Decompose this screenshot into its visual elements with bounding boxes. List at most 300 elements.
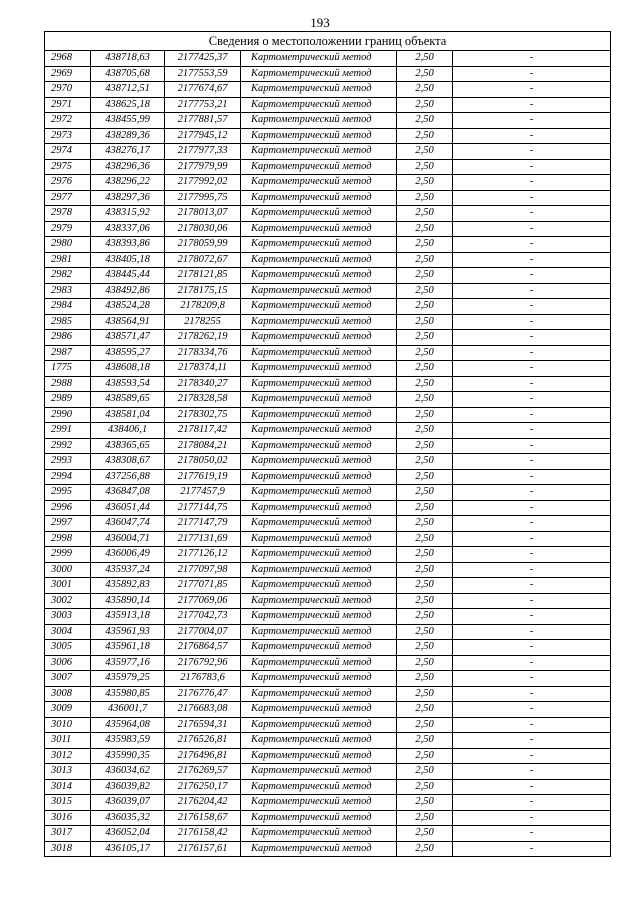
description-cell: - <box>453 407 611 423</box>
table-row <box>45 407 611 423</box>
table-row <box>45 717 611 733</box>
point-number-cell: 3005 <box>45 640 91 656</box>
method-cell: Картометрический метод <box>241 252 397 268</box>
table-row <box>45 175 611 191</box>
table-row <box>45 810 611 826</box>
accuracy-cell: 2,50 <box>397 593 453 609</box>
description-cell: - <box>453 221 611 237</box>
description-cell: - <box>453 190 611 206</box>
description-cell: - <box>453 144 611 160</box>
point-number-cell: 2983 <box>45 283 91 299</box>
point-number-cell: 2982 <box>45 268 91 284</box>
y-coordinate-cell: 2177042,73 <box>165 609 241 625</box>
method-cell: Картометрический метод <box>241 268 397 284</box>
accuracy-cell: 2,50 <box>397 113 453 129</box>
method-cell: Картометрический метод <box>241 97 397 113</box>
x-coordinate-cell: 438296,36 <box>91 159 165 175</box>
method-cell: Картометрический метод <box>241 717 397 733</box>
point-number-cell: 2968 <box>45 51 91 67</box>
table-row <box>45 702 611 718</box>
point-number-cell: 3001 <box>45 578 91 594</box>
method-cell: Картометрический метод <box>241 547 397 563</box>
accuracy-cell: 2,50 <box>397 159 453 175</box>
point-number-cell: 2986 <box>45 330 91 346</box>
description-cell: - <box>453 392 611 408</box>
description-cell: - <box>453 593 611 609</box>
x-coordinate-cell: 438315,92 <box>91 206 165 222</box>
table-row <box>45 82 611 98</box>
table-row <box>45 469 611 485</box>
description-cell: - <box>453 345 611 361</box>
y-coordinate-cell: 2177126,12 <box>165 547 241 563</box>
point-number-cell: 3012 <box>45 748 91 764</box>
table-row <box>45 795 611 811</box>
x-coordinate-cell: 435890,14 <box>91 593 165 609</box>
table-row <box>45 237 611 253</box>
table-row <box>45 144 611 160</box>
y-coordinate-cell: 2176864,57 <box>165 640 241 656</box>
description-cell: - <box>453 268 611 284</box>
table-row <box>45 66 611 82</box>
table-body <box>45 51 611 857</box>
point-number-cell: 2975 <box>45 159 91 175</box>
accuracy-cell: 2,50 <box>397 82 453 98</box>
x-coordinate-cell: 436004,71 <box>91 531 165 547</box>
table-row <box>45 547 611 563</box>
y-coordinate-cell: 2176776,47 <box>165 686 241 702</box>
y-coordinate-cell: 2178013,07 <box>165 206 241 222</box>
point-number-cell: 2999 <box>45 547 91 563</box>
y-coordinate-cell: 2176526,81 <box>165 733 241 749</box>
accuracy-cell: 2,50 <box>397 128 453 144</box>
accuracy-cell: 2,50 <box>397 841 453 857</box>
description-cell: - <box>453 702 611 718</box>
y-coordinate-cell: 2177069,06 <box>165 593 241 609</box>
y-coordinate-cell: 2176204,42 <box>165 795 241 811</box>
point-number-cell: 2994 <box>45 469 91 485</box>
y-coordinate-cell: 2176496,81 <box>165 748 241 764</box>
table-row <box>45 330 611 346</box>
table-row <box>45 671 611 687</box>
x-coordinate-cell: 435913,18 <box>91 609 165 625</box>
method-cell: Картометрический метод <box>241 841 397 857</box>
y-coordinate-cell: 2178072,67 <box>165 252 241 268</box>
accuracy-cell: 2,50 <box>397 144 453 160</box>
method-cell: Картометрический метод <box>241 392 397 408</box>
x-coordinate-cell: 438405,18 <box>91 252 165 268</box>
y-coordinate-cell: 2178030,06 <box>165 221 241 237</box>
accuracy-cell: 2,50 <box>397 547 453 563</box>
description-cell: - <box>453 500 611 516</box>
table-row <box>45 51 611 67</box>
point-number-cell: 2976 <box>45 175 91 191</box>
x-coordinate-cell: 435990,35 <box>91 748 165 764</box>
method-cell: Картометрический метод <box>241 361 397 377</box>
method-cell: Картометрический метод <box>241 423 397 439</box>
x-coordinate-cell: 436039,07 <box>91 795 165 811</box>
description-cell: - <box>453 686 611 702</box>
y-coordinate-cell: 2177945,12 <box>165 128 241 144</box>
x-coordinate-cell: 435961,93 <box>91 624 165 640</box>
point-number-cell: 2988 <box>45 376 91 392</box>
method-cell: Картометрический метод <box>241 686 397 702</box>
point-number-cell: 3010 <box>45 717 91 733</box>
table-row <box>45 268 611 284</box>
method-cell: Картометрический метод <box>241 764 397 780</box>
method-cell: Картометрический метод <box>241 624 397 640</box>
x-coordinate-cell: 436006,49 <box>91 547 165 563</box>
description-cell: - <box>453 547 611 563</box>
description-cell: - <box>453 159 611 175</box>
x-coordinate-cell: 435964,08 <box>91 717 165 733</box>
table-row <box>45 221 611 237</box>
point-number-cell: 2993 <box>45 454 91 470</box>
x-coordinate-cell: 436001,7 <box>91 702 165 718</box>
point-number-cell: 2998 <box>45 531 91 547</box>
method-cell: Картометрический метод <box>241 376 397 392</box>
x-coordinate-cell: 438571,47 <box>91 330 165 346</box>
x-coordinate-cell: 436847,08 <box>91 485 165 501</box>
method-cell: Картометрический метод <box>241 330 397 346</box>
accuracy-cell: 2,50 <box>397 748 453 764</box>
accuracy-cell: 2,50 <box>397 531 453 547</box>
accuracy-cell: 2,50 <box>397 299 453 315</box>
x-coordinate-cell: 435961,18 <box>91 640 165 656</box>
description-cell: - <box>453 779 611 795</box>
accuracy-cell: 2,50 <box>397 454 453 470</box>
method-cell: Картометрический метод <box>241 175 397 191</box>
table-row <box>45 206 611 222</box>
x-coordinate-cell: 436051,44 <box>91 500 165 516</box>
description-cell: - <box>453 128 611 144</box>
x-coordinate-cell: 438455,99 <box>91 113 165 129</box>
y-coordinate-cell: 2176683,08 <box>165 702 241 718</box>
method-cell: Картометрический метод <box>241 655 397 671</box>
method-cell: Картометрический метод <box>241 144 397 160</box>
accuracy-cell: 2,50 <box>397 609 453 625</box>
point-number-cell: 3018 <box>45 841 91 857</box>
table-row <box>45 733 611 749</box>
description-cell: - <box>453 423 611 439</box>
description-cell: - <box>453 624 611 640</box>
y-coordinate-cell: 2177004,07 <box>165 624 241 640</box>
method-cell: Картометрический метод <box>241 314 397 330</box>
y-coordinate-cell: 2177144,75 <box>165 500 241 516</box>
description-cell: - <box>453 175 611 191</box>
y-coordinate-cell: 2177674,67 <box>165 82 241 98</box>
point-number-cell: 2987 <box>45 345 91 361</box>
description-cell: - <box>453 252 611 268</box>
y-coordinate-cell: 2178340,27 <box>165 376 241 392</box>
description-cell: - <box>453 795 611 811</box>
accuracy-cell: 2,50 <box>397 516 453 532</box>
method-cell: Картометрический метод <box>241 407 397 423</box>
x-coordinate-cell: 438625,18 <box>91 97 165 113</box>
description-cell: - <box>453 733 611 749</box>
accuracy-cell: 2,50 <box>397 175 453 191</box>
point-number-cell: 2984 <box>45 299 91 315</box>
description-cell: - <box>453 655 611 671</box>
method-cell: Картометрический метод <box>241 609 397 625</box>
method-cell: Картометрический метод <box>241 516 397 532</box>
x-coordinate-cell: 436052,04 <box>91 826 165 842</box>
accuracy-cell: 2,50 <box>397 66 453 82</box>
table-row <box>45 624 611 640</box>
method-cell: Картометрический метод <box>241 438 397 454</box>
method-cell: Картометрический метод <box>241 221 397 237</box>
accuracy-cell: 2,50 <box>397 779 453 795</box>
y-coordinate-cell: 2176783,6 <box>165 671 241 687</box>
y-coordinate-cell: 2176792,96 <box>165 655 241 671</box>
accuracy-cell: 2,50 <box>397 624 453 640</box>
accuracy-cell: 2,50 <box>397 562 453 578</box>
y-coordinate-cell: 2178175,15 <box>165 283 241 299</box>
point-number-cell: 3017 <box>45 826 91 842</box>
description-cell: - <box>453 516 611 532</box>
description-cell: - <box>453 578 611 594</box>
x-coordinate-cell: 438308,67 <box>91 454 165 470</box>
table-row <box>45 485 611 501</box>
accuracy-cell: 2,50 <box>397 469 453 485</box>
description-cell: - <box>453 361 611 377</box>
description-cell: - <box>453 609 611 625</box>
point-number-cell: 2981 <box>45 252 91 268</box>
method-cell: Картометрический метод <box>241 345 397 361</box>
accuracy-cell: 2,50 <box>397 392 453 408</box>
y-coordinate-cell: 2178334,76 <box>165 345 241 361</box>
point-number-cell: 3016 <box>45 810 91 826</box>
x-coordinate-cell: 438581,04 <box>91 407 165 423</box>
y-coordinate-cell: 2178302,75 <box>165 407 241 423</box>
description-cell: - <box>453 97 611 113</box>
method-cell: Картометрический метод <box>241 485 397 501</box>
table-row <box>45 748 611 764</box>
accuracy-cell: 2,50 <box>397 578 453 594</box>
accuracy-cell: 2,50 <box>397 826 453 842</box>
point-number-cell: 2974 <box>45 144 91 160</box>
accuracy-cell: 2,50 <box>397 702 453 718</box>
point-number-cell: 3002 <box>45 593 91 609</box>
point-number-cell: 3009 <box>45 702 91 718</box>
accuracy-cell: 2,50 <box>397 640 453 656</box>
y-coordinate-cell: 2177131,69 <box>165 531 241 547</box>
y-coordinate-cell: 2178209,8 <box>165 299 241 315</box>
point-number-cell: 2989 <box>45 392 91 408</box>
description-cell: - <box>453 841 611 857</box>
method-cell: Картометрический метод <box>241 66 397 82</box>
table-row <box>45 686 611 702</box>
description-cell: - <box>453 330 611 346</box>
table-row <box>45 252 611 268</box>
method-cell: Картометрический метод <box>241 51 397 67</box>
x-coordinate-cell: 438492,86 <box>91 283 165 299</box>
x-coordinate-cell: 437256,88 <box>91 469 165 485</box>
accuracy-cell: 2,50 <box>397 345 453 361</box>
table-row <box>45 655 611 671</box>
accuracy-cell: 2,50 <box>397 733 453 749</box>
accuracy-cell: 2,50 <box>397 686 453 702</box>
accuracy-cell: 2,50 <box>397 407 453 423</box>
x-coordinate-cell: 435980,85 <box>91 686 165 702</box>
description-cell: - <box>453 764 611 780</box>
description-cell: - <box>453 237 611 253</box>
accuracy-cell: 2,50 <box>397 268 453 284</box>
table-row <box>45 640 611 656</box>
method-cell: Картометрический метод <box>241 531 397 547</box>
method-cell: Картометрический метод <box>241 671 397 687</box>
y-coordinate-cell: 2177995,75 <box>165 190 241 206</box>
x-coordinate-cell: 438589,65 <box>91 392 165 408</box>
page-number: 193 <box>310 15 330 30</box>
point-number-cell: 2980 <box>45 237 91 253</box>
accuracy-cell: 2,50 <box>397 190 453 206</box>
accuracy-cell: 2,50 <box>397 795 453 811</box>
accuracy-cell: 2,50 <box>397 717 453 733</box>
y-coordinate-cell: 2178121,85 <box>165 268 241 284</box>
method-cell: Картометрический метод <box>241 733 397 749</box>
point-number-cell: 3015 <box>45 795 91 811</box>
y-coordinate-cell: 2177977,33 <box>165 144 241 160</box>
method-cell: Картометрический метод <box>241 779 397 795</box>
method-cell: Картометрический метод <box>241 454 397 470</box>
method-cell: Картометрический метод <box>241 206 397 222</box>
description-cell: - <box>453 82 611 98</box>
accuracy-cell: 2,50 <box>397 671 453 687</box>
point-number-cell: 2972 <box>45 113 91 129</box>
description-cell: - <box>453 717 611 733</box>
accuracy-cell: 2,50 <box>397 500 453 516</box>
y-coordinate-cell: 2178374,11 <box>165 361 241 377</box>
point-number-cell: 3008 <box>45 686 91 702</box>
y-coordinate-cell: 2177881,57 <box>165 113 241 129</box>
description-cell: - <box>453 562 611 578</box>
table-row <box>45 609 611 625</box>
point-number-cell: 2985 <box>45 314 91 330</box>
method-cell: Картометрический метод <box>241 159 397 175</box>
y-coordinate-cell: 2176250,17 <box>165 779 241 795</box>
method-cell: Картометрический метод <box>241 795 397 811</box>
x-coordinate-cell: 435937,24 <box>91 562 165 578</box>
table-row <box>45 283 611 299</box>
x-coordinate-cell: 438296,22 <box>91 175 165 191</box>
boundary-coordinates-table <box>44 31 611 857</box>
method-cell: Картометрический метод <box>241 237 397 253</box>
description-cell: - <box>453 283 611 299</box>
table-row <box>45 516 611 532</box>
accuracy-cell: 2,50 <box>397 283 453 299</box>
table-row <box>45 423 611 439</box>
y-coordinate-cell: 2176594,31 <box>165 717 241 733</box>
table-row <box>45 826 611 842</box>
y-coordinate-cell: 2177457,9 <box>165 485 241 501</box>
description-cell: - <box>453 748 611 764</box>
description-cell: - <box>453 438 611 454</box>
description-cell: - <box>453 454 611 470</box>
y-coordinate-cell: 2177992,02 <box>165 175 241 191</box>
x-coordinate-cell: 438608,18 <box>91 361 165 377</box>
y-coordinate-cell: 2177979,99 <box>165 159 241 175</box>
point-number-cell: 2996 <box>45 500 91 516</box>
accuracy-cell: 2,50 <box>397 237 453 253</box>
method-cell: Картометрический метод <box>241 500 397 516</box>
y-coordinate-cell: 2178328,58 <box>165 392 241 408</box>
point-number-cell: 2969 <box>45 66 91 82</box>
x-coordinate-cell: 436047,74 <box>91 516 165 532</box>
y-coordinate-cell: 2178262,19 <box>165 330 241 346</box>
x-coordinate-cell: 438524,28 <box>91 299 165 315</box>
point-number-cell: 2992 <box>45 438 91 454</box>
accuracy-cell: 2,50 <box>397 438 453 454</box>
method-cell: Картометрический метод <box>241 640 397 656</box>
method-cell: Картометрический метод <box>241 593 397 609</box>
point-number-cell: 2997 <box>45 516 91 532</box>
point-number-cell: 2990 <box>45 407 91 423</box>
description-cell: - <box>453 469 611 485</box>
x-coordinate-cell: 438406,1 <box>91 423 165 439</box>
accuracy-cell: 2,50 <box>397 655 453 671</box>
point-number-cell: 3006 <box>45 655 91 671</box>
x-coordinate-cell: 436105,17 <box>91 841 165 857</box>
x-coordinate-cell: 438593,54 <box>91 376 165 392</box>
table-row <box>45 438 611 454</box>
table-row <box>45 361 611 377</box>
y-coordinate-cell: 2177071,85 <box>165 578 241 594</box>
table-row <box>45 454 611 470</box>
x-coordinate-cell: 436035,32 <box>91 810 165 826</box>
y-coordinate-cell: 2177425,37 <box>165 51 241 67</box>
table-row <box>45 128 611 144</box>
x-coordinate-cell: 438445,44 <box>91 268 165 284</box>
description-cell: - <box>453 66 611 82</box>
accuracy-cell: 2,50 <box>397 314 453 330</box>
point-number-cell: 3003 <box>45 609 91 625</box>
point-number-cell: 3004 <box>45 624 91 640</box>
method-cell: Картометрический метод <box>241 283 397 299</box>
point-number-cell: 2970 <box>45 82 91 98</box>
table-row <box>45 779 611 795</box>
y-coordinate-cell: 2177553,59 <box>165 66 241 82</box>
method-cell: Картометрический метод <box>241 299 397 315</box>
table-row <box>45 578 611 594</box>
x-coordinate-cell: 436034,62 <box>91 764 165 780</box>
point-number-cell: 1775 <box>45 361 91 377</box>
x-coordinate-cell: 438289,36 <box>91 128 165 144</box>
point-number-cell: 3011 <box>45 733 91 749</box>
description-cell: - <box>453 531 611 547</box>
method-cell: Картометрический метод <box>241 748 397 764</box>
method-cell: Картометрический метод <box>241 113 397 129</box>
point-number-cell: 2971 <box>45 97 91 113</box>
method-cell: Картометрический метод <box>241 702 397 718</box>
x-coordinate-cell: 438365,65 <box>91 438 165 454</box>
point-number-cell: 2977 <box>45 190 91 206</box>
description-cell: - <box>453 376 611 392</box>
table-row <box>45 376 611 392</box>
accuracy-cell: 2,50 <box>397 361 453 377</box>
table-row <box>45 531 611 547</box>
accuracy-cell: 2,50 <box>397 423 453 439</box>
description-cell: - <box>453 206 611 222</box>
x-coordinate-cell: 438712,51 <box>91 82 165 98</box>
table-row <box>45 764 611 780</box>
point-number-cell: 3007 <box>45 671 91 687</box>
point-number-cell: 2995 <box>45 485 91 501</box>
method-cell: Картометрический метод <box>241 469 397 485</box>
point-number-cell: 3013 <box>45 764 91 780</box>
accuracy-cell: 2,50 <box>397 97 453 113</box>
boundary-table-container <box>44 31 610 857</box>
point-number-cell: 2978 <box>45 206 91 222</box>
